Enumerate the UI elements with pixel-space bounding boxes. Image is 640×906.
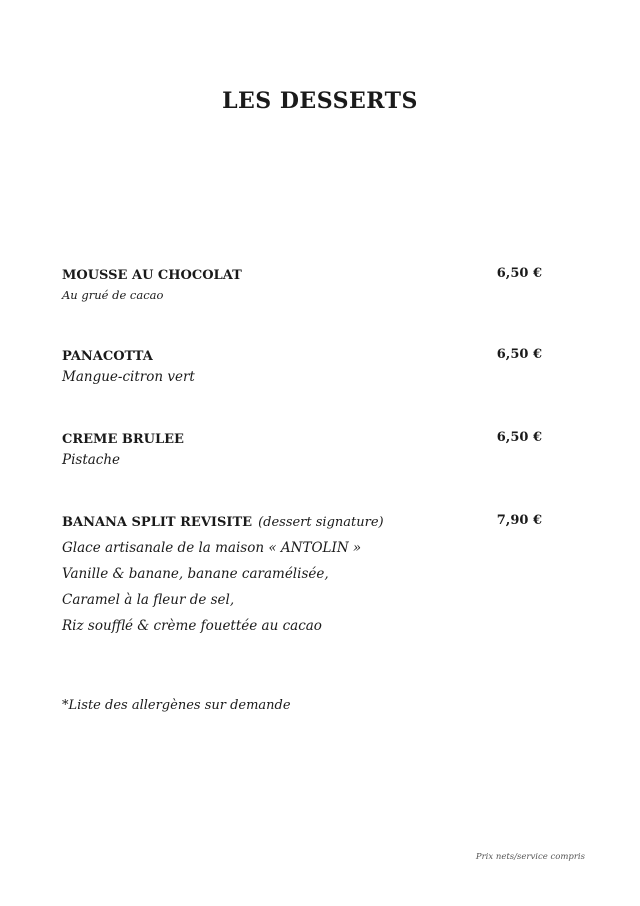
description-line: Caramel à la fleur de sel, — [62, 592, 235, 608]
footer-note: Prix nets/service compris — [475, 852, 585, 862]
menu-item-name: CREME BRULEE — [62, 432, 184, 447]
menu-item-name: PANACOTTA — [62, 349, 153, 364]
menu-item-description: Mangue-citron vert — [62, 369, 195, 385]
menu-item-header — [62, 430, 542, 450]
menu-item-description — [62, 535, 542, 639]
menu-item-price: 6,50 € — [496, 430, 542, 445]
allergen-note: *Liste des allergènes sur demande — [62, 698, 291, 713]
menu-item-header — [62, 266, 542, 286]
description-line: Vanille & banane, banane caramélisée, — [62, 566, 329, 582]
menu-item-note: (dessert signature) — [258, 515, 384, 530]
menu-item-panacotta — [62, 347, 542, 387]
menu-item-price: 7,90 € — [496, 513, 542, 528]
menu-item-price: 6,50 € — [496, 266, 542, 281]
description-line: Glace artisanale de la maison « ANTOLIN » — [62, 540, 362, 556]
menu-item-price: 6,50 € — [496, 347, 542, 362]
menu-item-header — [62, 513, 542, 533]
menu-item-banana-split — [62, 513, 542, 639]
page-title: LES DESSERTS — [222, 88, 418, 114]
menu-item-creme-brulee — [62, 430, 542, 470]
menu-item-header — [62, 347, 542, 367]
menu-item-description: Au grué de cacao — [62, 288, 164, 302]
menu-item-description: Pistache — [62, 452, 121, 468]
menu-item-mousse — [62, 266, 542, 304]
menu-item-name: BANANA SPLIT REVISITE — [62, 515, 253, 530]
menu-item-name: MOUSSE AU CHOCOLAT — [62, 268, 242, 283]
description-line: Riz soufflé & crème fouettée au cacao — [62, 618, 322, 634]
